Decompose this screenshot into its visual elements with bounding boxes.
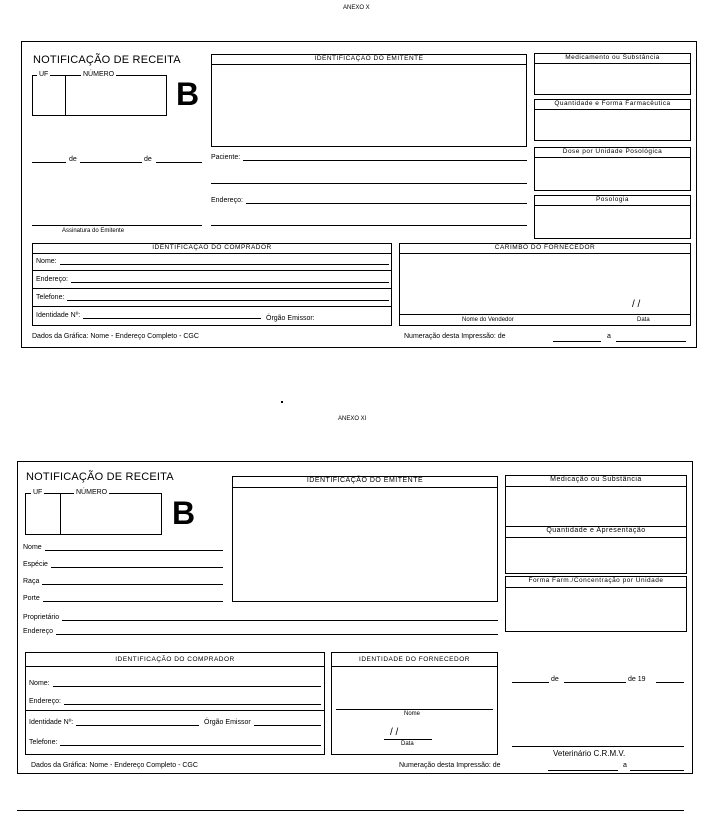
form-b-comprador-endereco[interactable]: Endereço: (29, 698, 321, 705)
form-a-comprador-endereco[interactable]: Endereço: (36, 276, 389, 283)
form-b-type-letter: B (172, 495, 196, 531)
form-a-uf-numero-box (32, 71, 167, 116)
form-b-medicacao-box: Medicação ou Substância (505, 475, 687, 527)
form-a-date-slash: / / (632, 299, 641, 310)
form-b-orgao-emissor[interactable]: Órgão Emissor (204, 719, 321, 726)
form-b-uf-numero-box (25, 489, 162, 535)
form-b-comprador-header: IDENTIFICAÇÃO DO COMPRADOR (26, 653, 324, 667)
form-a-endereco-field[interactable]: Endereço: (211, 197, 527, 204)
form-a-comprador-identidade[interactable]: Identidade Nº: (36, 312, 261, 319)
form-a-orgao-emissor: Órgão Emissor: (266, 315, 315, 322)
form-a (21, 41, 697, 348)
form-a-quantidade-box: Quantidade e Forma Farmacêutica (534, 99, 691, 141)
form-b-date-slash: / / (390, 727, 399, 738)
stray-mark (281, 401, 283, 403)
form-a-title: NOTIFICAÇÃO DE RECEITA (33, 54, 181, 66)
form-a-de2: de (144, 156, 152, 163)
form-a-comprador-header: IDENTIFICAÇÃO DO COMPRADOR (33, 244, 391, 254)
form-b-especie-field[interactable]: Espécie (23, 561, 223, 568)
form-b-emitente-header: IDENTIFICAÇÃO DO EMITENTE (233, 477, 497, 488)
form-a-medicamento-box: Medicamento ou Substância (534, 53, 691, 95)
form-a-grafica: Dados da Gráfica: Nome - Endereço Completo - CGC (32, 333, 199, 340)
form-a-emitente-header: IDENTIFICAÇÃO DO EMITENTE (212, 55, 526, 65)
form-b-comprador-nome[interactable]: Nome: (29, 680, 321, 687)
form-b-porte-field[interactable]: Porte (23, 595, 223, 602)
form-b-comprador-telefone[interactable]: Telefone: (29, 739, 321, 746)
form-a-type-letter: B (176, 76, 200, 112)
form-b-nome-label: Nome (404, 711, 421, 717)
form-b-emitente-box (232, 476, 498, 602)
form-b-comprador-identidade[interactable]: Identidade Nº: (29, 719, 199, 726)
form-a-uf-label: UF (39, 71, 49, 78)
form-a-vendedor-label: Nome do Vendedor (462, 317, 514, 323)
bottom-rule (17, 810, 684, 811)
form-a-numeracao-a: a (607, 333, 611, 340)
form-a-dose-box: Dose por Unidade Posológica (534, 147, 691, 191)
form-a-emitente-box (211, 54, 527, 147)
form-b-nome-field[interactable]: Nome (23, 544, 223, 551)
form-b-raca-field[interactable]: Raça (23, 578, 223, 585)
form-b-uf-label: UF (33, 489, 43, 496)
form-a-fornecedor-box (399, 243, 691, 326)
form-a-comprador-nome[interactable]: Nome: (36, 258, 389, 265)
form-b-grafica: Dados da Gráfica: Nome - Endereço Completo - CGC (31, 762, 198, 769)
form-b-comprador-box (25, 652, 325, 755)
form-a-data-label: Data (637, 317, 650, 323)
form-a-numeracao: Numeração desta Impressão: de (404, 333, 506, 340)
form-a-assinatura: Assinatura do Emitente (62, 228, 125, 234)
form-b-numero-label: NÚMERO (76, 489, 108, 496)
anexo-x-label: ANEXO X (343, 5, 370, 11)
form-b-veterinario: Veterinário C.R.M.V. (553, 749, 626, 758)
form-b-proprietario-field[interactable]: Proprietário (23, 614, 498, 621)
form-b-fornecedor-box (331, 652, 498, 755)
form-b-de19: de 19 (628, 676, 646, 683)
form-a-posologia-box: Posologia (534, 195, 691, 239)
form-a-fornecedor-header: CARIMBO DO FORNECEDOR (400, 244, 690, 254)
form-a-paciente-field[interactable]: Paciente: (211, 154, 527, 161)
form-a-de1: de (69, 156, 77, 163)
form-a-numero-label: NÚMERO (83, 71, 115, 78)
form-b-title: NOTIFICAÇÃO DE RECEITA (26, 471, 174, 483)
form-b-de1: de (551, 676, 559, 683)
form-b-data-label: Data (401, 741, 414, 747)
form-b-numeracao: Numeração desta Impressão: de (399, 762, 501, 769)
form-a-comprador-telefone[interactable]: Telefone: (36, 294, 389, 301)
form-b-endereco-field[interactable]: Endereço (23, 628, 498, 635)
form-b-fornecedor-header: IDENTIDADE DO FORNECEDOR (332, 653, 497, 667)
form-b-forma-box: Forma Farm./Concentração por Unidade (505, 576, 687, 632)
form-b-quantidade-box: Quantidade e Apresentação (505, 526, 687, 574)
anexo-xi-label: ANEXO XI (338, 416, 367, 422)
form-a-comprador-box (32, 243, 392, 326)
form-b-numeracao-a: a (623, 762, 627, 769)
form-b (17, 461, 693, 774)
